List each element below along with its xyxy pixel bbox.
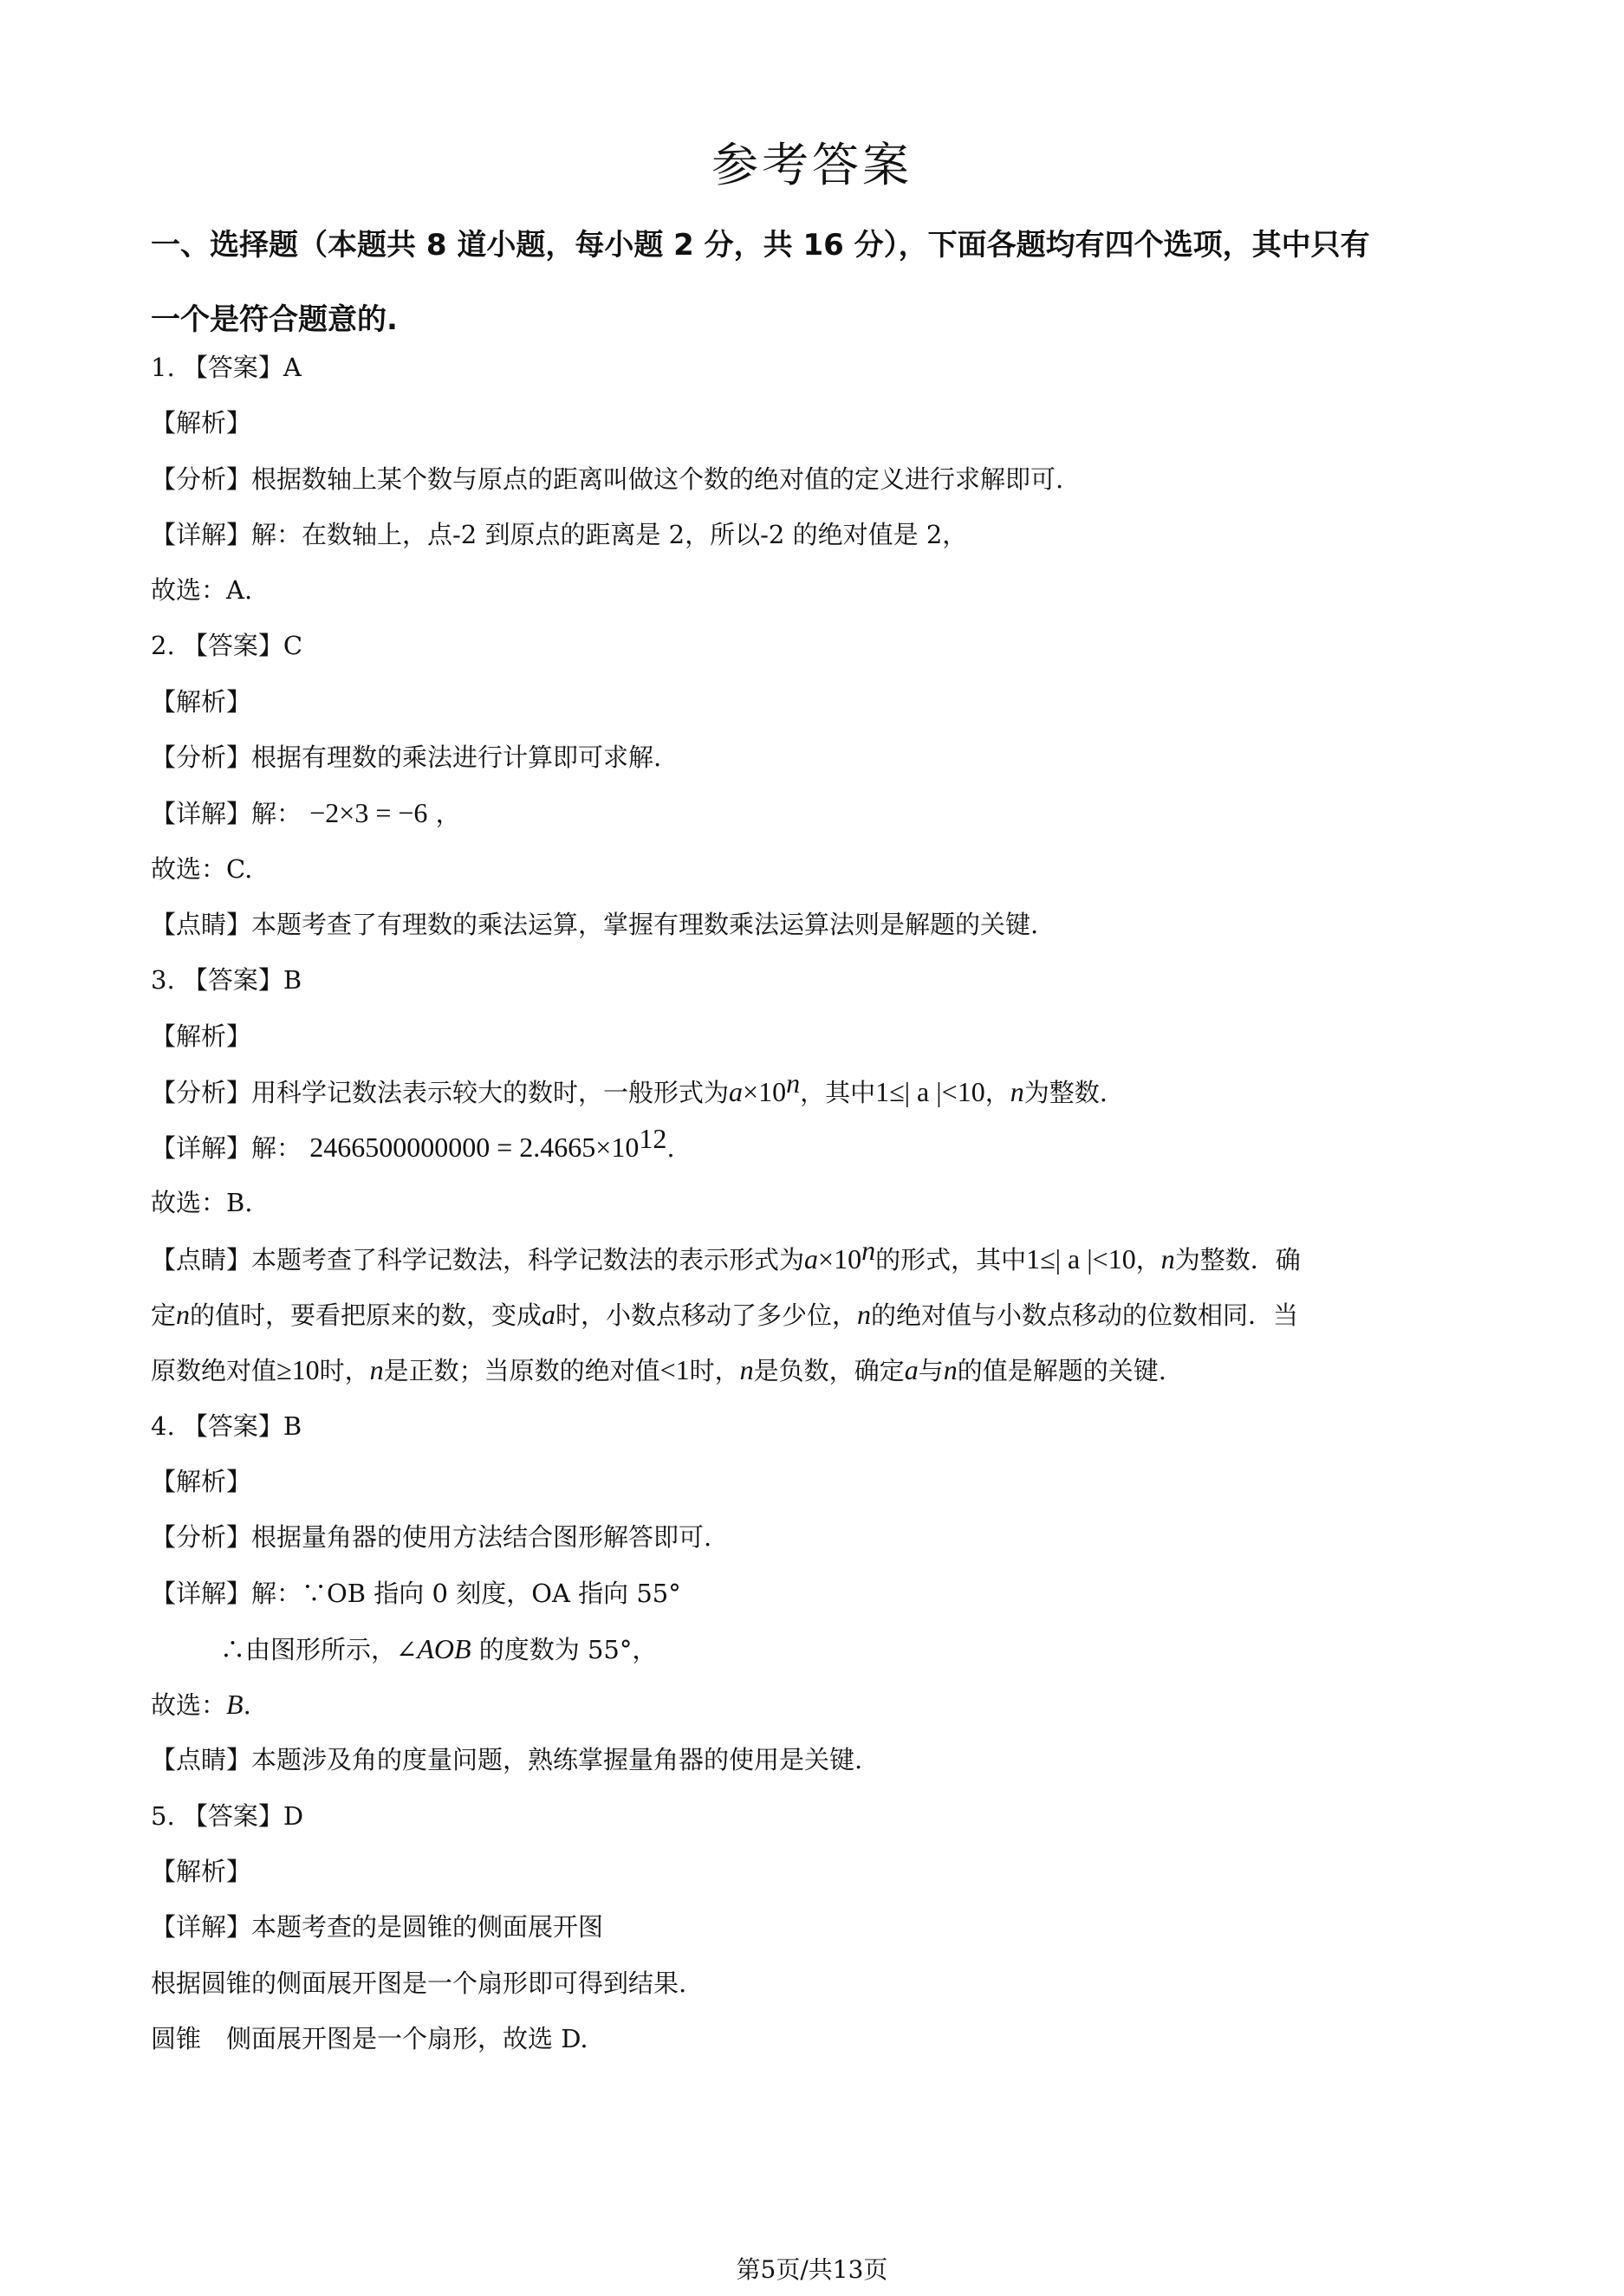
q3-dj3-text-f: 与 xyxy=(918,1356,944,1386)
q4-xiangjie: 【详解】解：∵OB 指向 0 刻度，OA 指向 55° xyxy=(151,1578,681,1608)
q4-guxuan xyxy=(151,1677,1503,1732)
q3-dianjing-line3 xyxy=(151,1342,1503,1398)
q3-dj2-math-n: n xyxy=(176,1299,191,1331)
q3-dianjing-line1 xyxy=(151,1231,1503,1287)
page-footer: 第5页/共13页 xyxy=(736,2255,888,2284)
q3-fenxi-math-exp: n xyxy=(786,1067,801,1099)
q3-xiangjie-prefix: 【详解】解： xyxy=(151,1133,302,1164)
section-heading-line2: 一个是符合题意的. xyxy=(151,302,398,337)
q3-xiangjie-math: 2466500000000 = 2.4665×10 xyxy=(309,1132,640,1164)
q3-dj3-math-a: a xyxy=(904,1354,919,1386)
q4-fenxi: 【分析】根据量角器的使用方法结合图形解答即可. xyxy=(151,1522,712,1553)
q1-jiexi: 【解析】 xyxy=(151,408,252,438)
q3-dj3-math-n: n xyxy=(369,1354,384,1386)
q3-guxuan: 故选：B. xyxy=(151,1188,253,1218)
q2-fenxi: 【分析】根据有理数的乘法进行计算即可求解. xyxy=(151,743,662,773)
q5-line3: 圆锥 侧面展开图是一个扇形，故选 D. xyxy=(151,2023,588,2053)
q3-fenxi xyxy=(151,1064,1503,1119)
q5-line2: 根据圆锥的侧面展开图是一个扇形即可得到结果. xyxy=(151,1968,687,1998)
q2-xiangjie xyxy=(151,785,1503,840)
answer-body xyxy=(151,340,1503,2066)
q3-fenxi-text-b: ，其中 xyxy=(800,1077,876,1107)
q3-dj2-text-c: 时，小数点移动了多少位， xyxy=(555,1300,858,1331)
q3-dj2-math-a: a xyxy=(542,1299,556,1331)
page-title: 参考答案 xyxy=(711,138,913,192)
q3-fenxi-math-a: a xyxy=(729,1075,744,1107)
q4-answer: 4. 【答案】B xyxy=(151,1411,302,1441)
q3-fenxi-math-range: 1≤| a |<10 xyxy=(875,1075,985,1107)
q2-jiexi: 【解析】 xyxy=(151,686,252,717)
q3-dj1-text-a: 【点睛】本题考查了科学记数法，科学记数法的表示形式为 xyxy=(151,1244,805,1274)
q4-guxuan-text: 故选： xyxy=(151,1690,227,1721)
q2-answer: 2. 【答案】C xyxy=(151,631,303,661)
q4-guxuan-end: . xyxy=(243,1690,251,1721)
q3-xiangjie-suffix: . xyxy=(666,1133,675,1164)
q3-dj1-math-ten: ×10 xyxy=(818,1242,862,1274)
q1-guxuan: 故选：A. xyxy=(151,575,253,606)
q3-answer: 3. 【答案】B xyxy=(151,965,302,996)
q4-xiangjie-line2 xyxy=(151,1621,1503,1677)
q3-dj3-text-c: 是正数；当原数的绝对值 xyxy=(383,1356,660,1386)
q3-dj1-math-exp: n xyxy=(861,1234,876,1266)
q3-dj2-text-b: 的值时，要看把原来的数，变成 xyxy=(190,1300,542,1331)
q4-jiexi: 【解析】 xyxy=(151,1466,252,1496)
q4-xiangjie2-text-b: 的度数为 55°， xyxy=(471,1634,658,1664)
q3-dj3-text-a: 原数绝对值 xyxy=(151,1356,277,1386)
q3-dj2-text-d: 的绝对值与小数点移动的位数相同．当 xyxy=(871,1300,1299,1331)
q3-dj2-math-n2: n xyxy=(857,1299,872,1331)
q3-dj1-math-n: n xyxy=(1160,1242,1175,1274)
q1-answer: 1. 【答案】A xyxy=(151,353,302,382)
q5-answer: 5. 【答案】D xyxy=(151,1800,304,1831)
q3-dj3-text-g: 的值是解题的关键. xyxy=(957,1356,1166,1386)
q2-xiangjie-math: −2×3 = −6 xyxy=(309,797,428,829)
section-heading xyxy=(151,208,1485,357)
q3-dj3-text-e: 是负数，确定 xyxy=(753,1356,905,1386)
q3-dianjing-line2 xyxy=(151,1287,1503,1342)
q1-fenxi: 【分析】根据数轴上某个数与原点的距离叫做这个数的绝对值的定义进行求解即可. xyxy=(151,464,1064,494)
q2-guxuan: 故选：C. xyxy=(151,853,253,884)
q3-dj1-text-b: 的形式，其中 xyxy=(875,1244,1027,1274)
q4-guxuan-math: B xyxy=(226,1689,244,1721)
q3-dj1-math-a: a xyxy=(804,1242,819,1274)
section-heading-line1: 一、选择题（本题共 8 道小题，每小题 2 分，共 16 分），下面各题均有四个选项，其中只有 xyxy=(151,228,1370,263)
q3-xiangjie xyxy=(151,1119,1503,1175)
q3-dj3-text-b: 时， xyxy=(319,1356,370,1386)
q3-dj3-math-n2: n xyxy=(739,1354,754,1386)
q3-dj3-text-d: 时， xyxy=(689,1356,740,1386)
q3-fenxi-math-n: n xyxy=(1010,1075,1024,1107)
q2-xiangjie-prefix: 【详解】解： xyxy=(151,799,302,829)
q2-xiangjie-suffix: ， xyxy=(435,799,461,829)
q2-dianjing: 【点睛】本题考查了有理数的乘法运算，掌握有理数乘法运算法则是解题的关键. xyxy=(151,909,1039,939)
q4-dianjing: 【点睛】本题涉及角的度量问题，熟练掌握量角器的使用是关键. xyxy=(151,1745,863,1775)
q3-fenxi-math-ten: ×10 xyxy=(743,1075,787,1107)
q5-jiexi: 【解析】 xyxy=(151,1857,252,1887)
q3-dj1-text-d: 为整数．确 xyxy=(1174,1244,1301,1274)
q3-dj3-math-lt1: <1 xyxy=(659,1354,690,1386)
q3-dj1-math-range: 1≤| a |<10 xyxy=(1026,1242,1136,1274)
q4-xiangjie2-math-angle: AOB xyxy=(417,1632,471,1664)
q3-dj2-text-a: 定 xyxy=(151,1300,177,1331)
q4-xiangjie2-text-a: ∴由图形所示，∠ xyxy=(220,1634,418,1664)
q5-xiangjie: 【详解】本题考查的是圆锥的侧面展开图 xyxy=(151,1912,604,1943)
q3-jiexi: 【解析】 xyxy=(151,1021,252,1051)
q3-dj1-text-c: ， xyxy=(1135,1244,1161,1274)
q3-dj3-math-ge10: ≥10 xyxy=(276,1354,320,1386)
q1-xiangjie: 【详解】解：在数轴上，点-2 到原点的距离是 2，所以-2 的绝对值是 2， xyxy=(151,519,968,549)
q3-fenxi-text-d: 为整数. xyxy=(1023,1077,1108,1107)
q3-xiangjie-exp: 12 xyxy=(639,1123,667,1155)
q3-fenxi-text-c: ， xyxy=(984,1077,1010,1107)
q3-dj3-math-n3: n xyxy=(943,1354,958,1386)
q3-fenxi-text-a: 【分析】用科学记数法表示较大的数时，一般形式为 xyxy=(151,1077,730,1107)
